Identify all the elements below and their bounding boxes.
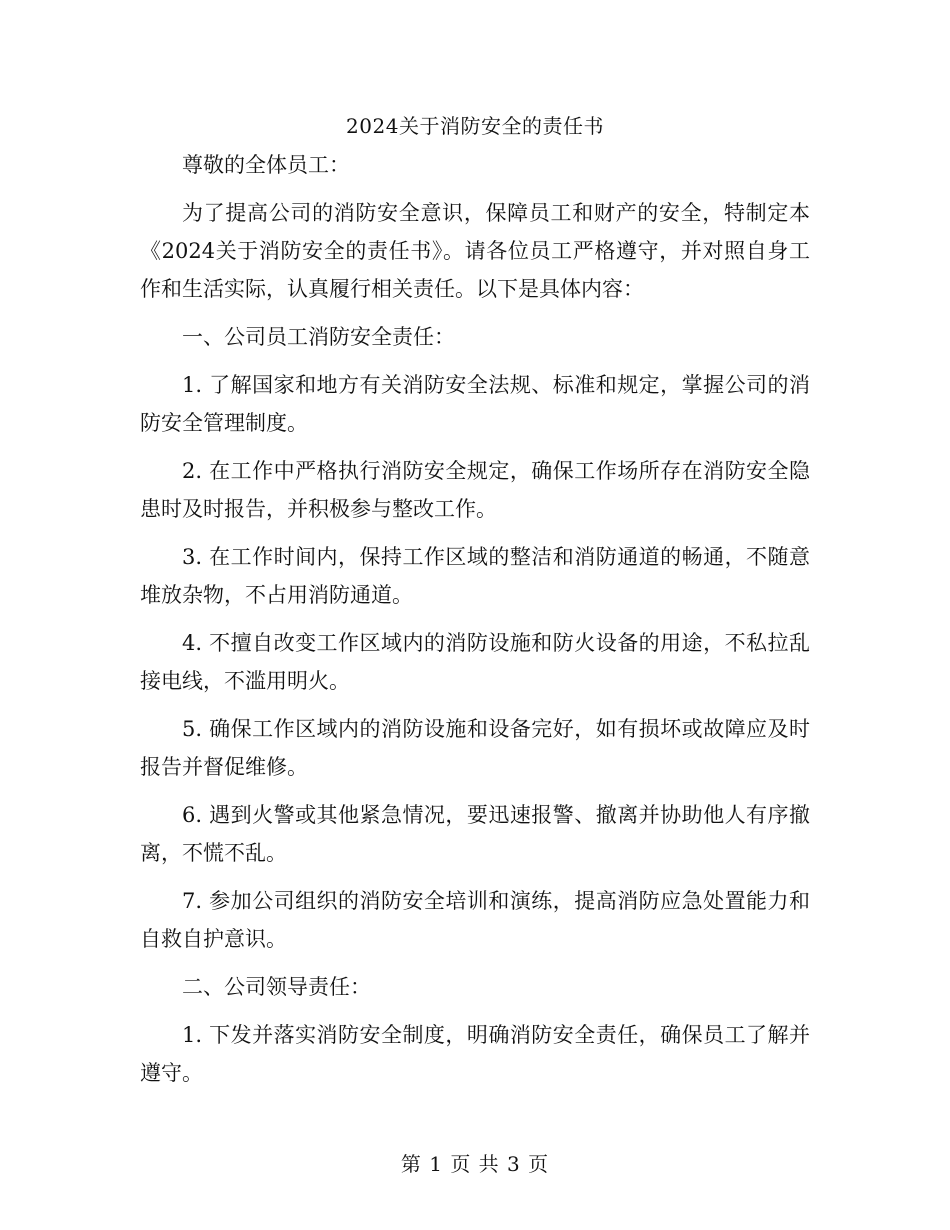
list-item: 1. 了解国家和地方有关消防安全法规、标准和规定，掌握公司的消防安全管理制度。 <box>140 373 810 435</box>
list-item: 7. 参加公司组织的消防安全培训和演练，提高消防应急处置能力和自救自护意识。 <box>140 889 810 951</box>
section-heading-1: 一、公司员工消防安全责任： <box>182 325 455 349</box>
list-item: 2. 在工作中严格执行消防安全规定，确保工作场所存在消防安全隐患时及时报告，并积极参与整改工作。 <box>140 459 810 521</box>
document-body <box>140 146 810 1102</box>
paragraph-intro: 为了提高公司的消防安全意识，保障员工和财产的安全，特制定本《2024关于消防安全的责任书》。请各位员工严格遵守，并对照自身工作和生活实际，认真履行相关责任。以下是具体内容： <box>140 201 810 301</box>
list-item: 6. 遇到火警或其他紧急情况，要迅速报警、撤离并协助他人有序撤离，不慌不乱。 <box>140 803 810 865</box>
document-title: 2024关于消防安全的责任书 <box>346 114 604 138</box>
greeting: 尊敬的全体员工： <box>182 153 350 177</box>
list-item: 5. 确保工作区域内的消防设施和设备完好，如有损坏或故障应及时报告并督促维修。 <box>140 717 810 779</box>
page-footer: 第 1 页 共 3 页 <box>400 1152 550 1176</box>
section-heading-2: 二、公司领导责任： <box>182 975 371 999</box>
list-item: 4. 不擅自改变工作区域内的消防设施和防火设备的用途，不私拉乱接电线，不滥用明火。 <box>140 631 810 693</box>
list-item: 1. 下发并落实消防安全制度，明确消防安全责任，确保员工了解并遵守。 <box>140 1023 810 1085</box>
list-item: 3. 在工作时间内，保持工作区域的整洁和消防通道的畅通，不随意堆放杂物，不占用消防通道。 <box>140 545 810 607</box>
